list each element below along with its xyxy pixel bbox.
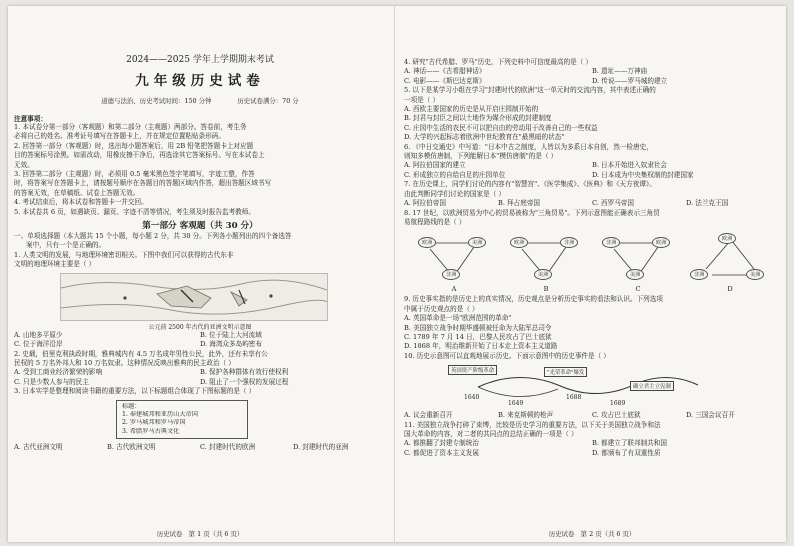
question-6: 则知多模仿唐制，下列能解日本"模仿唐制"的是（ ） — [404, 152, 558, 161]
timeline-year-1689: 1689 — [610, 400, 626, 408]
question-7: 7. 在历史课上，同学们讨论的内容有"智慧宫"、《医学集成》、《医典》和《天方夜谭》。 — [404, 180, 656, 189]
option-b: B. 拜占庭帝国 — [498, 199, 541, 208]
option-a: A. 受到工商业经济繁荣的影响 — [14, 368, 103, 377]
instruction-line: 一、单项选择题（本大题共 15 个小题，每小题 2 分，共 30 分。下列各小题列出的四个备选答 — [14, 232, 292, 241]
revolution-timeline — [448, 363, 708, 411]
ancient-map-image — [60, 273, 328, 321]
question-11: 11. 美国独立战争打碎了束缚，比较是历史学习的重要方法，以下关于美国独立战争和法 — [404, 420, 661, 429]
section-title: 第一部分 客观题（共 30 分） — [142, 221, 258, 232]
option-d: D. 三国会议召开 — [686, 411, 735, 420]
outline-item: 2. 罗马城邦和罗马帝国 — [122, 419, 186, 427]
note-line: 时，将答案写在答题卡上，请按题号顺序在各题目的答题区域内作答，超出答题区域书写 — [14, 179, 272, 188]
page-footer: 历史试卷 第 2 页（共 6 页） — [548, 530, 636, 538]
option-a: A. 神话——《古希腊神话》 — [404, 67, 486, 76]
timeline-box-glorious: "光荣革命"爆发 — [544, 367, 587, 377]
option-d: D. 传说——罗马城的建立 — [592, 76, 668, 85]
node-africa: 非洲 — [602, 237, 620, 248]
option-b: B. 保护各种群体有效行使权利 — [200, 368, 289, 377]
node-america: 美洲 — [534, 269, 552, 280]
node-america: 美洲 — [746, 269, 764, 280]
question-3: 3. 日本实学是整理和阅读书籍的重要方法，以下标题组合体现了下图标题的是（ ） — [14, 387, 256, 396]
option-c: C. 1789 年 7 月 14 日，巴黎人民攻占了巴士底狱 — [404, 332, 552, 341]
option-d: D. 封建时代的亚洲 — [293, 443, 349, 452]
question-8: 8. 17 世纪，以欧洲贸易为中心的贸易被称为"三角贸易"。下列示意图能正确表示三角贸 — [404, 208, 660, 217]
option-d: D. 1868 年，明治维新开始了日本走上资本主义道路 — [404, 342, 558, 351]
question-8: 易航程路线的是（ ） — [404, 217, 466, 226]
option-a: A. 议会重新召开 — [404, 411, 453, 420]
question-4: 4. 研究"古代希腊、罗马"历史，下列史料中可信度最高的是（ ） — [404, 58, 592, 66]
option-c: C. 封建时代的欧洲 — [200, 443, 256, 452]
node-africa: 非洲 — [560, 237, 578, 248]
option-b: B. 来克斯顿的枪声 — [498, 411, 554, 420]
question-2-options — [14, 368, 386, 387]
timeline-year-1640: 1640 — [464, 394, 480, 402]
diagram-label-d: D — [727, 285, 733, 294]
notes-title: 注意事项： — [14, 115, 47, 123]
option-b: B. 都建立了联邦制共和国 — [592, 439, 667, 448]
diagram-label-b: B — [543, 285, 549, 294]
map-caption: 公元前 2500 年古代的亚洲文明示意图 — [148, 323, 252, 331]
option-d: D. 大学的兴起标志着欧洲中世纪教育在"最黑暗的状态" — [404, 133, 565, 142]
diagram-label-a: A — [451, 285, 457, 294]
page-fold — [394, 6, 395, 542]
question-1: 1. 人类文明的发展，与地理环境密切相关。下图中我们可以获得的古代东非 — [14, 250, 234, 259]
option-a: A. 古代亚洲文明 — [14, 443, 63, 452]
option-a: A. 英国革命是一场"欧洲范围的革命" — [404, 314, 512, 323]
question-6: 6. 《中日交通史》中写道："日本中古之制度，人皆以为多系日本自创，然一检唐史， — [404, 142, 653, 151]
outline-box — [116, 400, 248, 440]
option-d: D. 海湾众多岛屿密布 — [200, 340, 262, 349]
option-c: C. 庄园中生活的农民不可以把自由的劳动用于改善自己的一些权益 — [404, 123, 598, 132]
question-5: 一项是（ ） — [404, 95, 440, 104]
question-2: 2. 史载，伯里克利执政时期，雅典城内有 4.5 万名成年男性公民，此外，还有未享有公 — [14, 349, 268, 358]
node-america: 美洲 — [468, 237, 486, 248]
question-9: 9. 历史事实指的是历史上的真实情况，历史观点是分析历史事实的看法和认识。下列选项 — [404, 295, 663, 304]
option-d: D. 日本成为中央集权制的封建国家 — [592, 170, 694, 179]
option-b: B. 日本开始进入奴隶社会 — [592, 161, 667, 170]
timeline-box-constitutional: 确立君主立宪制 — [630, 381, 674, 391]
instruction-line: 案中，只有一个是正确的。 — [26, 241, 106, 250]
option-b: B. 古代欧洲文明 — [107, 443, 156, 452]
option-b: B. 美国独立战争时期华盛顿被任命为大陆军总司令 — [404, 323, 552, 332]
node-europe: 欧洲 — [418, 237, 436, 248]
question-5: 5. 以下是某学习小组在学习"封建时代的欧洲"这一单元时的交流内容，其中表述正确的 — [404, 86, 656, 95]
question-1: 文明的地理环境主要是（ ） — [14, 260, 96, 269]
trade-diagram-a — [412, 229, 496, 285]
timeline-year-1688: 1688 — [566, 394, 582, 402]
outline-item: 1. 奉建城邦和亚历山大帝国 — [122, 410, 198, 418]
note-line: 的答案无效，在草稿纸、试卷上答题无效。 — [14, 188, 140, 197]
note-line: 目的答案标号涂黑。如需改动，用橡皮擦干净后，再选涂其它答案标号。写在本试卷上 — [14, 151, 265, 160]
note-line: 5. 本试卷共 6 页，如遇缺页、漏页、字迹不清等情况，考生须及时报告监考教师。 — [14, 207, 255, 216]
node-africa: 非洲 — [442, 269, 460, 280]
option-c: C. 都促进了资本主义发展 — [404, 448, 479, 457]
question-11: 国大革命的内容，对二者的共同点的总结正确的一项是（ ） — [404, 429, 578, 438]
option-a: A. 山地多平原少 — [14, 330, 63, 339]
page-footer: 历史试卷 第 1 页（共 6 页） — [156, 530, 244, 538]
trade-diagram-d — [688, 229, 772, 285]
question-7-options — [404, 199, 780, 208]
question-7: 由此判断同学们讨论的国家是（ ） — [404, 189, 506, 198]
question-3-options — [14, 443, 386, 452]
exam-score: 历史试卷满分：70 分 — [237, 97, 299, 105]
option-a: A. 阿拉伯国家的建立 — [404, 161, 466, 170]
note-line: 必将自己的姓名、准考证号填写在答题卡上，并在规定位置粘贴条形码。 — [14, 132, 225, 141]
note-line: 4. 考试结束后，将本试卷和答题卡一并交回。 — [14, 198, 148, 207]
exam-title: 九年级历史试卷 — [135, 73, 265, 89]
question-4-options — [404, 67, 780, 86]
node-america: 美洲 — [626, 269, 644, 280]
option-b: B. 封君与封臣之间以土地作为媒介形成的封建制度 — [404, 114, 552, 123]
option-a: A. 西欧主要国家的历史是从开启庄园制开始的 — [404, 105, 539, 114]
option-c: C. 只是少数人参与的民主 — [14, 377, 89, 386]
question-9: 中属于历史观点的是（ ） — [404, 304, 479, 313]
option-b: B. 位于陆上大河流域 — [200, 330, 262, 339]
exam-info — [14, 96, 386, 105]
option-c: C. 位于海洋沿岸 — [14, 340, 63, 349]
trade-diagrams — [404, 229, 780, 295]
outline-title: 标题： — [122, 402, 141, 410]
note-line: 2. 回答第一部分（客观题）时，选出每小题答案后，用 2B 铅笔把答题卡上对应题 — [14, 141, 254, 150]
question-11-options — [404, 439, 780, 458]
node-europe: 欧洲 — [652, 237, 670, 248]
question-6-options — [404, 161, 780, 180]
exam-sheet — [8, 6, 786, 542]
question-10: 10. 历史示意图可以直观地展示历史。下面示意图中的历史事件是（ ） — [404, 351, 610, 360]
timeline-box-revolution: 英国资产阶级革命 — [448, 365, 497, 375]
note-line: 1. 本试卷分第一部分（客观题）和第二部分（主观题）两部分。答卷前，考生务 — [14, 123, 247, 131]
option-c: C. 电影——《斯巴达克斯》 — [404, 76, 486, 85]
notes-list — [14, 123, 386, 217]
outline-item: 3. 希腊罗马古典文化 — [122, 427, 180, 435]
option-c: C. 攻占巴士底狱 — [592, 411, 641, 420]
node-africa: 非洲 — [690, 269, 708, 280]
trade-diagram-c — [596, 229, 680, 285]
map-illustration — [61, 274, 327, 320]
option-d: D. 阻止了一个强权的发展过程 — [200, 377, 289, 386]
note-line: 无效。 — [14, 160, 34, 169]
diagram-label-c: C — [635, 285, 641, 294]
exam-time: 道德与法治、历史考试时间：150 分钟 — [101, 97, 212, 105]
node-europe: 欧洲 — [510, 237, 528, 248]
option-a: A. 阿拉伯帝国 — [404, 199, 446, 208]
node-europe: 欧洲 — [718, 233, 736, 244]
exam-header: 2024——2025 学年上学期期末考试 — [126, 55, 274, 65]
option-c: C. 西罗马帝国 — [592, 199, 634, 208]
page-1 — [14, 6, 386, 542]
option-d: D. 都颁布了有双重性质 — [592, 448, 661, 457]
question-2: 民权的 5 万名外邦人和 10 万名奴隶。这种情况反映出雅典的民主政治（ ） — [14, 358, 235, 367]
trade-diagram-b — [504, 229, 588, 285]
note-line: 3. 回答第二部分（主观题）时，必须用 0.5 毫米黑色签字笔填写，字迹工整，作答 — [14, 170, 255, 179]
page-2 — [404, 6, 780, 542]
option-a: A. 都推翻了封建专制统治 — [404, 439, 479, 448]
question-10-options — [404, 411, 780, 420]
option-c: C. 形成独立的自给自足的庄园单位 — [404, 170, 506, 179]
question-1-options — [14, 331, 386, 350]
option-d: D. 法兰克王国 — [686, 199, 729, 208]
option-b: B. 遗址——万神庙 — [592, 67, 648, 76]
timeline-year-1649: 1649 — [508, 400, 524, 408]
